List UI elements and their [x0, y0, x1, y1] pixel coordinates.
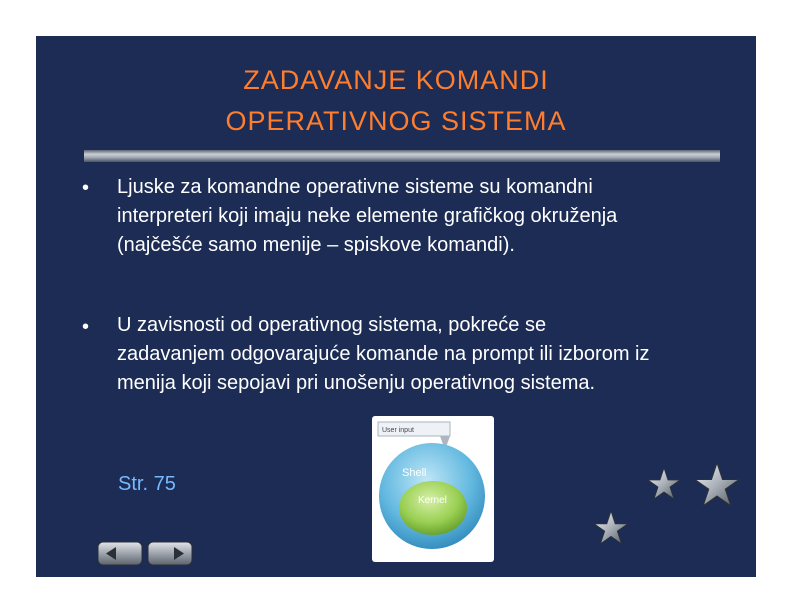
- bullet-text-1: Ljuske za komandne operativne sisteme su komandni interpreteri koji imaju neke elemente grafičkog okruženja (najčešće samo menije – spiskove komandi).: [117, 176, 618, 256]
- kernel-circle: [399, 481, 467, 535]
- page-reference: Str. 75: [118, 473, 176, 495]
- shell-kernel-diagram: [372, 416, 494, 562]
- title-divider: [84, 150, 720, 162]
- prev-slide-button[interactable]: [97, 541, 143, 566]
- star-icon: [692, 460, 742, 510]
- user-input-label: User input: [382, 427, 414, 434]
- shell-label: Shell: [402, 467, 427, 479]
- slide-title-line1: ZADAVANJE KOMANDI: [243, 65, 549, 95]
- bullet-marker-2: •: [82, 316, 90, 338]
- star-icon: [592, 509, 630, 547]
- kernel-label: Kernel: [418, 495, 447, 506]
- star-icon: [646, 466, 682, 502]
- slide-title-line2: OPERATIVNOG SISTEMA: [225, 106, 567, 136]
- bullet-text-2: U zavisnosti od operativnog sistema, pokreće se zadavanjem odgovarajuće komande na prompt ili izborom iz menija koji sepojavi pri unošenju operativnog sistema.: [117, 314, 650, 394]
- bullet-marker-1: •: [82, 177, 90, 199]
- slide: [36, 36, 756, 577]
- next-slide-button[interactable]: [147, 541, 193, 566]
